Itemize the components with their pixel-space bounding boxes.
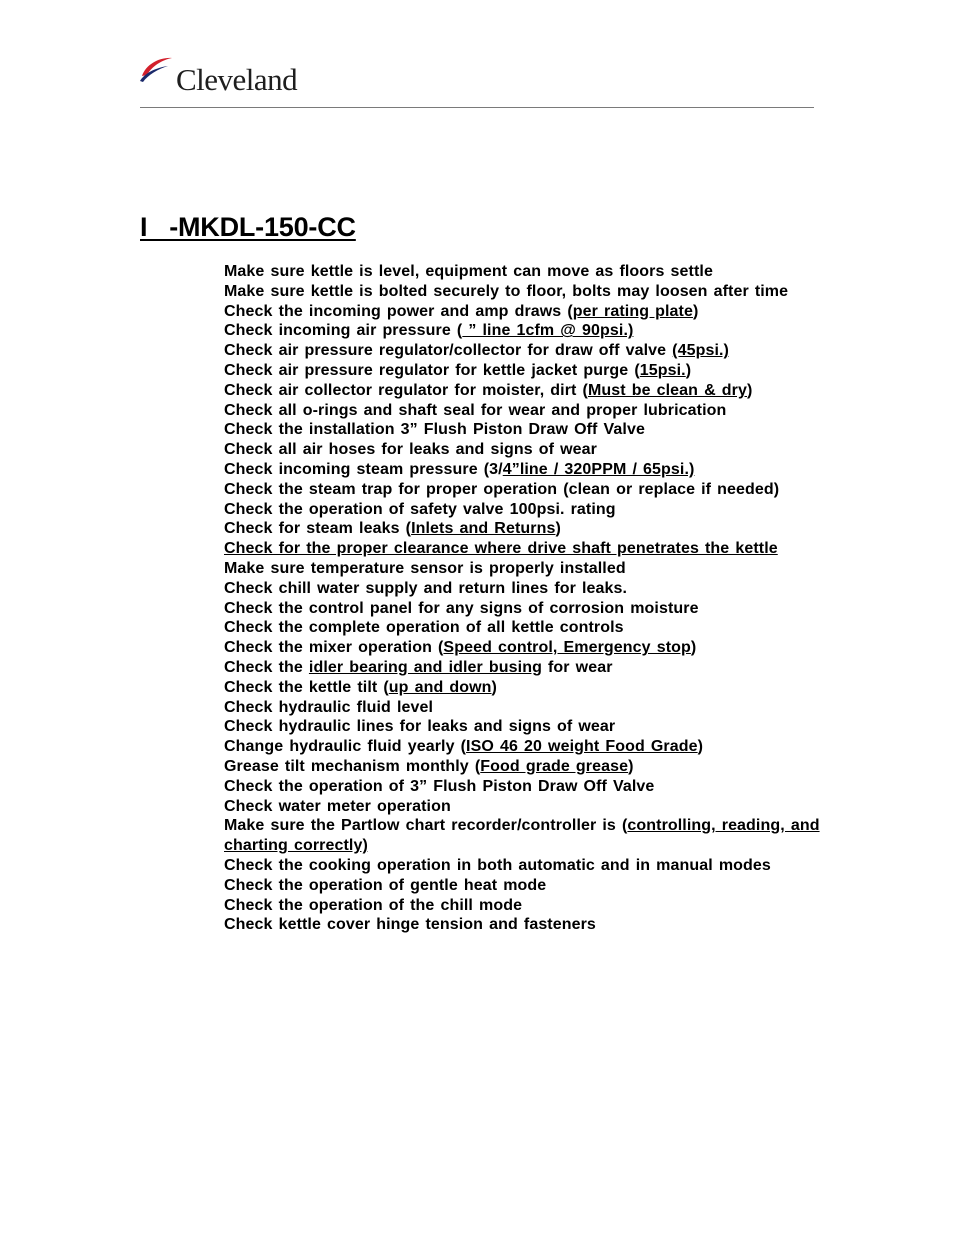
text-segment: Check the operation of safety valve 100psi. rating <box>224 500 616 518</box>
cleveland-logo <box>138 54 328 98</box>
checklist-item <box>224 381 820 401</box>
checklist-item <box>224 599 820 619</box>
underlined-segment: Must be clean & dry <box>587 381 747 399</box>
text-segment: ) <box>747 381 753 399</box>
text-segment: Check incoming steam pressure (3/ <box>224 460 503 478</box>
checklist-item <box>224 282 820 302</box>
text-segment: Check the complete operation of all kettle controls <box>224 619 624 637</box>
checklist-item <box>224 460 820 480</box>
underlined-segment: ISO 46 20 weight Food Grade <box>466 738 698 756</box>
checklist-item <box>224 896 820 916</box>
text-segment: Check air collector regulator for moister, dirt ( <box>224 381 588 399</box>
checklist-item <box>224 777 820 797</box>
checklist-item <box>224 539 820 559</box>
underlined-segment: idler bearing and idler busing <box>308 658 542 676</box>
text-segment: ) <box>685 361 692 379</box>
text-segment: ) <box>697 738 704 756</box>
text-segment: Check air pressure regulator/collector for draw off valve <box>224 342 673 360</box>
text-segment: Check incoming air pressure ( <box>224 322 463 340</box>
text-segment: Check all air hoses for leaks and signs of wear <box>224 441 598 459</box>
checklist-item <box>224 638 820 658</box>
underlined-segment: Check for the proper clearance where drive shaft penetrates the kettle <box>224 540 778 558</box>
underlined-segment: 4”line / 320PPM / 65psi.) <box>502 460 695 478</box>
text-segment: Check the incoming power and amp draws ( <box>224 302 573 320</box>
checklist-item <box>224 262 820 282</box>
checklist-item <box>224 717 820 737</box>
text-segment: Check all o-rings and shaft seal for wear and proper lubrication <box>224 401 727 419</box>
text-segment: Check hydraulic fluid level <box>224 698 434 716</box>
text-segment: Check for steam leaks ( <box>224 520 412 538</box>
checklist-item <box>224 302 820 322</box>
text-segment: Grease tilt mechanism monthly ( <box>224 757 481 775</box>
text-segment: Check the <box>224 658 309 676</box>
checklist-item <box>224 876 820 896</box>
text-segment: for wear <box>541 658 613 676</box>
underlined-segment: controlling, reading, and charting correctly) <box>224 817 820 855</box>
checklist-item <box>224 559 820 579</box>
checklist-item <box>224 440 820 460</box>
text-segment: Make sure the Partlow chart recorder/controller is ( <box>224 817 628 835</box>
checklist-item <box>224 361 820 381</box>
text-segment: Check the control panel for any signs of corrosion moisture <box>224 599 699 617</box>
checklist-item <box>224 500 820 520</box>
text-segment: Check the kettle tilt ( <box>224 678 389 696</box>
checklist-item <box>224 579 820 599</box>
underlined-segment: Inlets and Returns <box>411 520 556 538</box>
brand-name: Cleveland <box>176 62 298 97</box>
text-segment: Check water meter operation <box>224 797 451 815</box>
underlined-segment: up and down <box>388 678 492 696</box>
underlined-segment: per rating plate <box>572 302 693 320</box>
text-segment: ) <box>628 757 634 775</box>
checklist-item <box>224 658 820 678</box>
underlined-segment: (45psi.) <box>672 342 729 360</box>
checklist-item <box>224 678 820 698</box>
checklist-item <box>224 480 820 500</box>
checklist-item <box>224 321 820 341</box>
text-segment: Check hydraulic lines for leaks and signs of wear <box>224 718 616 736</box>
underlined-segment: ” line 1cfm @ 90psi.) <box>462 322 634 340</box>
text-segment: Make sure temperature sensor is properly installed <box>224 559 626 577</box>
text-segment: Check kettle cover hinge tension and fasteners <box>224 916 596 934</box>
maintenance-checklist <box>224 262 820 935</box>
checklist-item <box>224 698 820 718</box>
swoosh-icon <box>138 54 178 94</box>
page-title: I -MKDL-150-CC <box>140 212 356 242</box>
text-segment: Check air pressure regulator for kettle jacket purge ( <box>224 361 640 379</box>
checklist-item <box>224 797 820 817</box>
text-segment: ) <box>692 302 699 320</box>
underlined-segment: Speed control, Emergency stop <box>443 639 691 657</box>
text-segment: Check the operation of 3” Flush Piston Draw Off Valve <box>224 777 655 795</box>
text-segment: Check the steam trap for proper operation (clean or replace if needed) <box>224 480 780 498</box>
text-segment: ) <box>690 639 697 657</box>
underlined-segment: 15psi. <box>639 361 686 379</box>
text-segment: Change hydraulic fluid yearly ( <box>224 738 467 756</box>
text-segment: Check the mixer operation ( <box>224 639 444 657</box>
text-segment: Check the cooking operation in both automatic and in manual modes <box>224 856 771 874</box>
checklist-item <box>224 420 820 440</box>
text-segment: Check chill water supply and return lines for leaks. <box>224 579 628 597</box>
checklist-item <box>224 737 820 757</box>
checklist-item <box>224 856 820 876</box>
text-segment: Make sure kettle is bolted securely to floor, bolts may loosen after time <box>224 282 789 300</box>
text-segment: ) <box>491 678 497 696</box>
checklist-item <box>224 618 820 638</box>
checklist-item <box>224 341 820 361</box>
text-segment: Check the operation of the chill mode <box>224 896 523 914</box>
checklist-item <box>224 915 820 935</box>
text-segment: Check the operation of gentle heat mode <box>224 876 547 894</box>
underlined-segment: Food grade grease <box>480 757 629 775</box>
text-segment: Make sure kettle is level, equipment can move as floors settle <box>224 263 713 280</box>
header-rule <box>140 107 814 108</box>
text-segment: ) <box>555 520 561 538</box>
checklist-item <box>224 816 820 856</box>
checklist-item <box>224 401 820 421</box>
checklist-item <box>224 757 820 777</box>
checklist-item <box>224 519 820 539</box>
text-segment: Check the installation 3” Flush Piston Draw Off Valve <box>224 421 645 439</box>
